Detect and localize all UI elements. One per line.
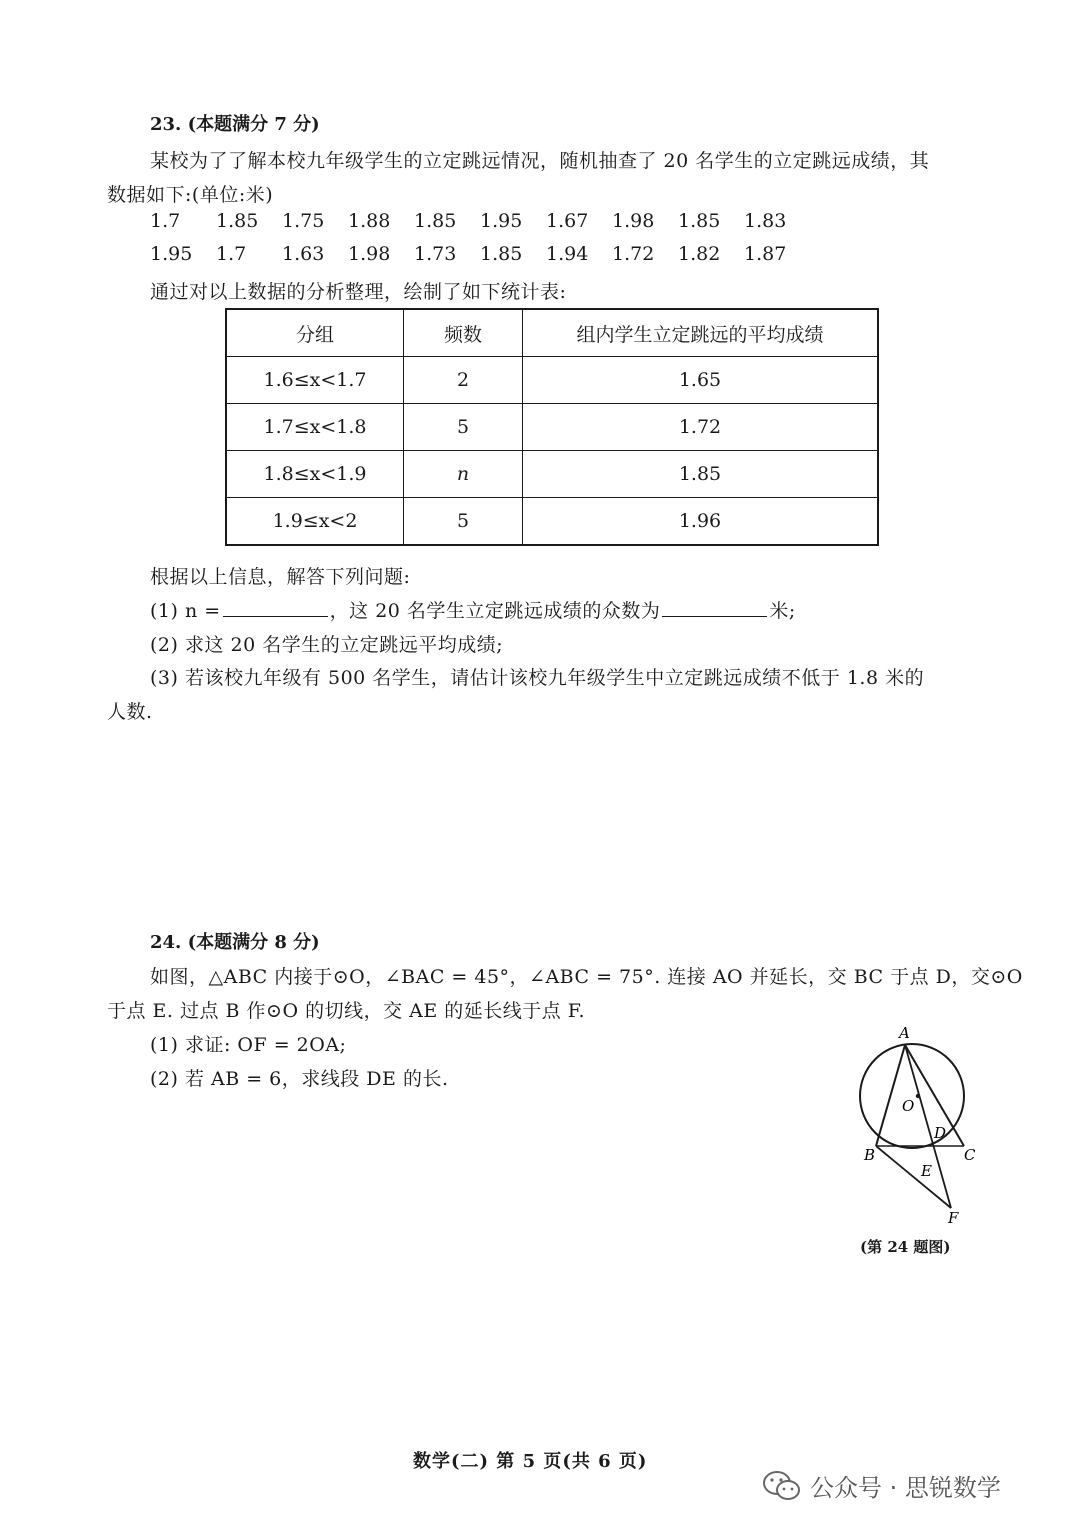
data-value: 1.95 — [480, 210, 523, 232]
stats-table — [225, 308, 879, 546]
page-footer: 数学(二) 第 5 页(共 6 页) — [413, 1451, 648, 1472]
q23-intro-line1: 某校为了了解本校九年级学生的立定跳远情况，随机抽查了 20 名学生的立定跳远成绩，其 — [150, 150, 930, 172]
data-value: 1.72 — [612, 243, 655, 265]
label-b: B — [864, 1146, 876, 1164]
q23-header: 23. (本题满分 7 分) — [150, 114, 320, 135]
table-header-cell: 组内学生立定跳远的平均成绩 — [523, 309, 879, 357]
data-value: 1.82 — [678, 243, 721, 265]
q23-table-intro: 通过对以上数据的分析整理，绘制了如下统计表: — [150, 281, 567, 303]
table-cell: 2 — [404, 357, 523, 404]
q23-part2: (2) 求这 20 名学生的立定跳远平均成绩; — [150, 634, 504, 656]
table-cell: 1.65 — [523, 357, 879, 404]
data-value: 1.98 — [612, 210, 655, 232]
table-cell: 1.72 — [523, 404, 879, 451]
geometry-figure — [850, 1018, 1010, 1230]
data-value: 1.63 — [282, 243, 325, 265]
table-header-row — [226, 309, 878, 357]
tangent-bf — [876, 1146, 951, 1208]
data-value: 1.67 — [546, 210, 589, 232]
table-header-cell: 分组 — [226, 309, 404, 357]
data-value: 1.88 — [348, 210, 391, 232]
watermark-text: 公众号 · 思锐数学 — [810, 1474, 1001, 1502]
table-cell: 1.96 — [523, 498, 879, 546]
data-value: 1.87 — [744, 243, 787, 265]
data-value: 1.73 — [414, 243, 457, 265]
label-c: C — [964, 1146, 976, 1164]
segment-ab — [876, 1045, 905, 1146]
data-value: 1.83 — [744, 210, 787, 232]
data-value: 1.95 — [150, 243, 193, 265]
part1-text: ，这 20 名学生立定跳远成绩的众数为 — [329, 600, 661, 622]
label-f: F — [948, 1209, 959, 1227]
table-cell: 5 — [404, 498, 523, 546]
q24-line1: 如图，△ABC 内接于⊙O，∠BAC = 45°，∠ABC = 75°. 连接 AO 并延长，交 BC 于点 D，交⊙O — [150, 966, 1023, 988]
q23-part3-line1: (3) 若该校九年级有 500 名学生，请估计该校九年级学生中立定跳远成绩不低于 1.8 米的 — [150, 667, 925, 689]
data-value: 1.98 — [348, 243, 391, 265]
table-cell: 5 — [404, 404, 523, 451]
data-value: 1.7 — [150, 210, 181, 232]
figure-caption: (第 24 题图) — [860, 1238, 951, 1256]
table-cell: 1.8≤x<1.9 — [226, 451, 404, 498]
q24-line2: 于点 E. 过点 B 作⊙O 的切线，交 AE 的延长线于点 F. — [107, 1000, 586, 1022]
q23-intro-line2: 数据如下:(单位:米) — [107, 184, 274, 206]
q23-part1 — [150, 596, 796, 623]
table-cell: 1.6≤x<1.7 — [226, 357, 404, 404]
table-row — [226, 498, 878, 546]
table-row — [226, 357, 878, 404]
part1-label: (1) n = — [150, 600, 221, 622]
q23-prompt: 根据以上信息，解答下列问题: — [150, 566, 411, 588]
label-e: E — [921, 1162, 932, 1180]
center-point-o — [916, 1094, 920, 1098]
circle-o — [860, 1044, 964, 1148]
table-cell: 1.7≤x<1.8 — [226, 404, 404, 451]
data-value: 1.85 — [414, 210, 457, 232]
answer-blank-mode[interactable] — [662, 598, 767, 617]
table-header-cell: 频数 — [404, 309, 523, 357]
table-row — [226, 451, 878, 498]
table-cell: 1.85 — [523, 451, 879, 498]
q23-data-row-2 — [150, 243, 810, 265]
table-row — [226, 404, 878, 451]
answer-blank-n[interactable] — [223, 598, 328, 617]
q24-part2: (2) 若 AB = 6，求线段 DE 的长. — [150, 1068, 449, 1090]
q23-part3-line2: 人数. — [107, 701, 153, 723]
q24-part1: (1) 求证: OF = 2OA; — [150, 1034, 347, 1056]
label-o: O — [902, 1097, 915, 1115]
data-value: 1.75 — [282, 210, 325, 232]
watermark — [762, 1468, 1001, 1503]
label-a: A — [899, 1024, 910, 1042]
data-value: 1.85 — [216, 210, 259, 232]
wechat-icon — [762, 1469, 802, 1503]
data-value: 1.94 — [546, 243, 589, 265]
table-cell: 1.9≤x<2 — [226, 498, 404, 546]
q23-data-row-1 — [150, 210, 810, 232]
data-value: 1.7 — [216, 243, 247, 265]
table-cell: n — [404, 451, 523, 498]
q24-header: 24. (本题满分 8 分) — [150, 932, 320, 953]
label-d: D — [934, 1124, 947, 1142]
data-value: 1.85 — [678, 210, 721, 232]
data-value: 1.85 — [480, 243, 523, 265]
part1-unit: 米; — [769, 600, 796, 622]
